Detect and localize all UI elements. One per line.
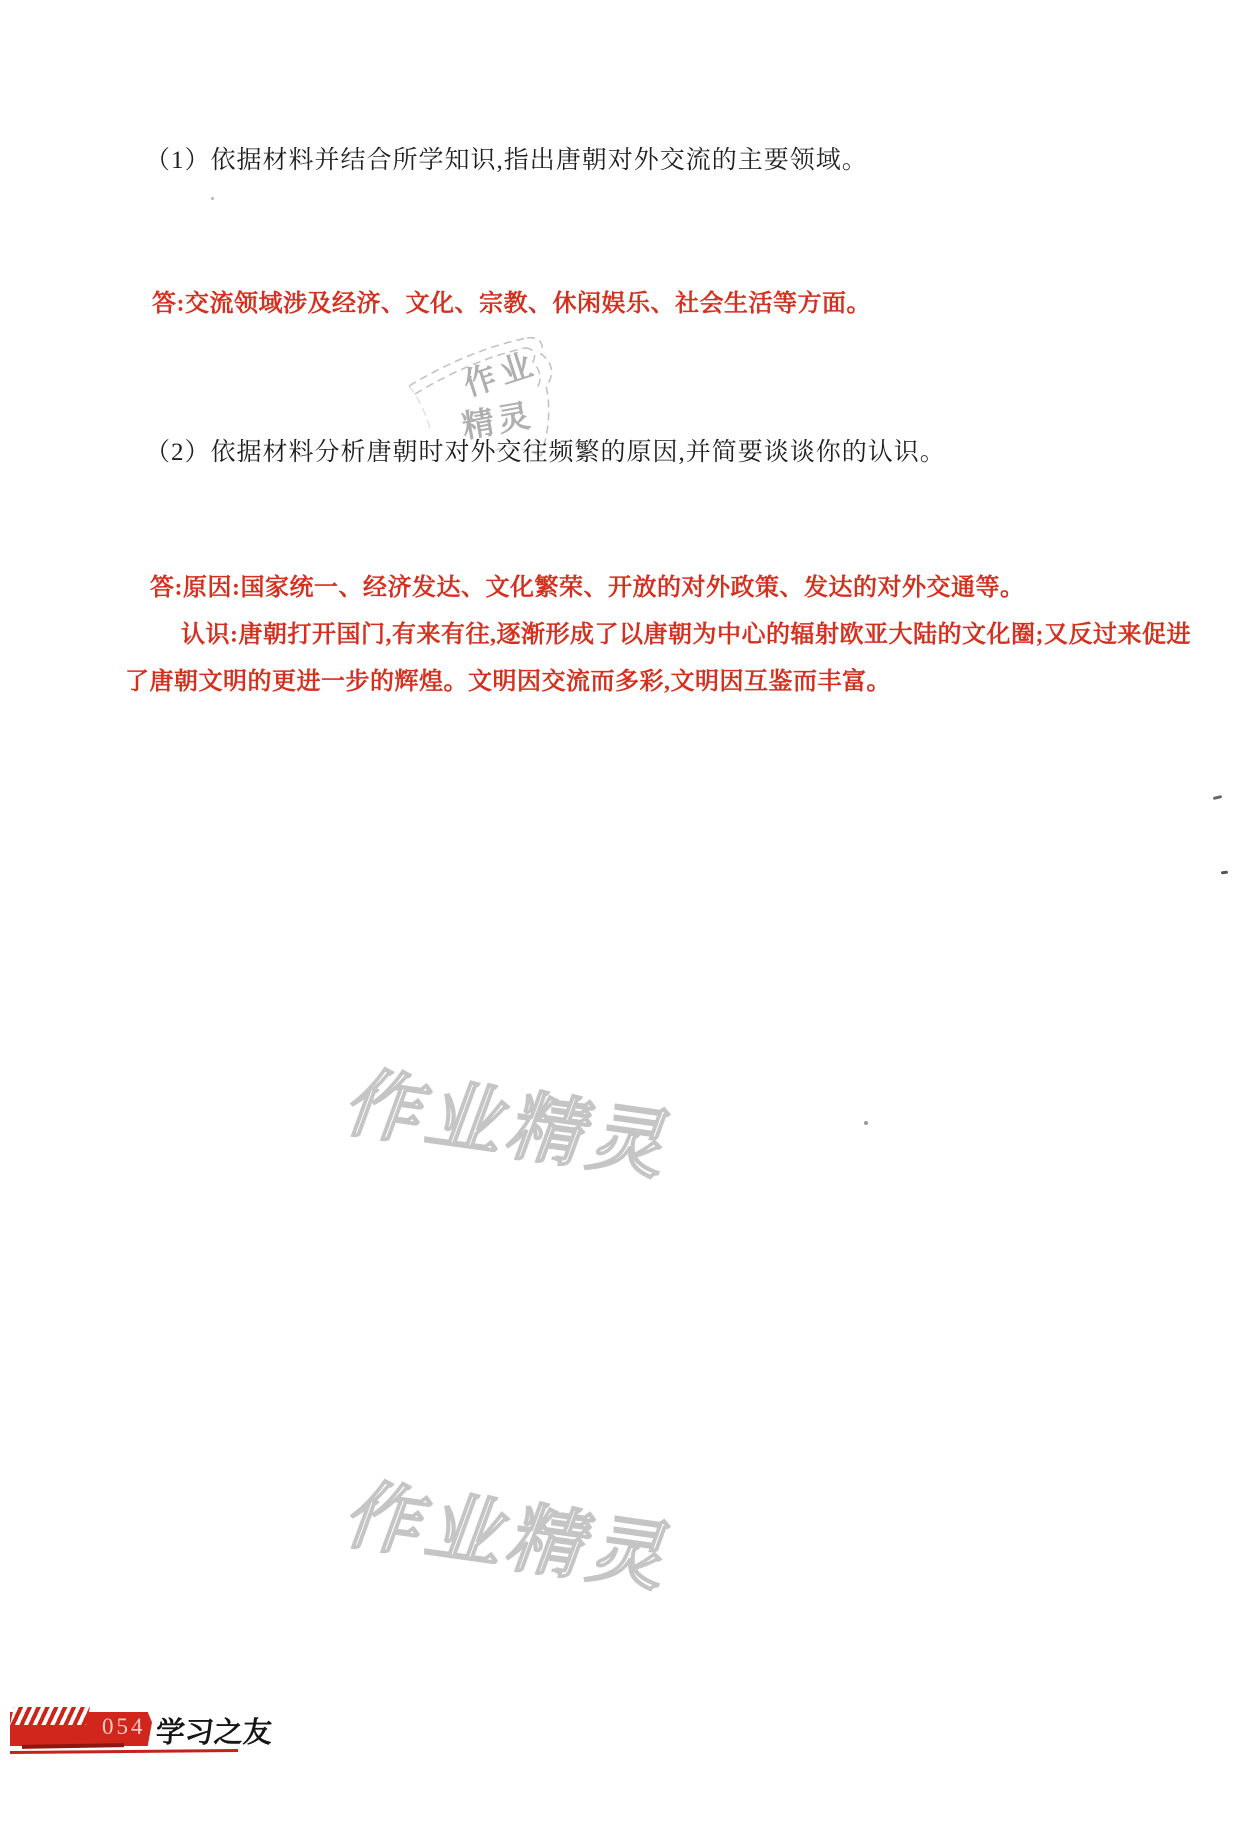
answer-2-line-2: 认识:唐朝打开国门,有来有往,逐渐形成了以唐朝为中心的辐射欧亚大陆的文化圈;又反过来促进 <box>181 622 1191 648</box>
footer-rule-short <box>22 1743 124 1749</box>
large-watermark-1 <box>325 1022 724 1238</box>
footer <box>6 1702 336 1772</box>
scan-speck <box>1213 795 1222 800</box>
footer-rule-long <box>10 1749 238 1754</box>
large-watermark-2-icon <box>326 1434 725 1645</box>
large-watermark-1-icon <box>326 1022 725 1233</box>
answer-1-text: 答:交流领域涉及经济、文化、宗教、休闲娱乐、社会生活等方面。 <box>152 291 871 317</box>
answer-2-line-1: 答:原因:国家统一、经济发达、文化繁荣、开放的对外政策、发达的对外交通等。 <box>150 575 1025 601</box>
stamp-text-top: 作业 <box>459 344 543 403</box>
stamp-text-bottom: 精灵 <box>459 396 537 445</box>
large-watermark-1-text: 作业精灵 <box>335 1062 690 1190</box>
scan-speck <box>1221 871 1228 875</box>
large-watermark-2-text: 作业精灵 <box>335 1474 690 1602</box>
scan-speck <box>211 197 214 200</box>
large-watermark-2 <box>325 1434 724 1650</box>
page-number: 054 <box>102 1714 146 1739</box>
question-2-text: （2）依据材料分析唐朝时对外交往频繁的原因,并简要谈谈你的认识。 <box>145 439 946 466</box>
scan-speck <box>864 1121 868 1125</box>
answer-2-line-3: 了唐朝文明的更进一步的辉煌。文明因交流而多彩,文明因互鉴而丰富。 <box>125 669 891 695</box>
brand-logo-text: 学习之友 <box>154 1717 273 1749</box>
footer-hatch-pattern <box>10 1707 90 1725</box>
question-1-text: （1）依据材料并结合所学知识,指出唐朝对外交流的主要领域。 <box>145 147 868 174</box>
